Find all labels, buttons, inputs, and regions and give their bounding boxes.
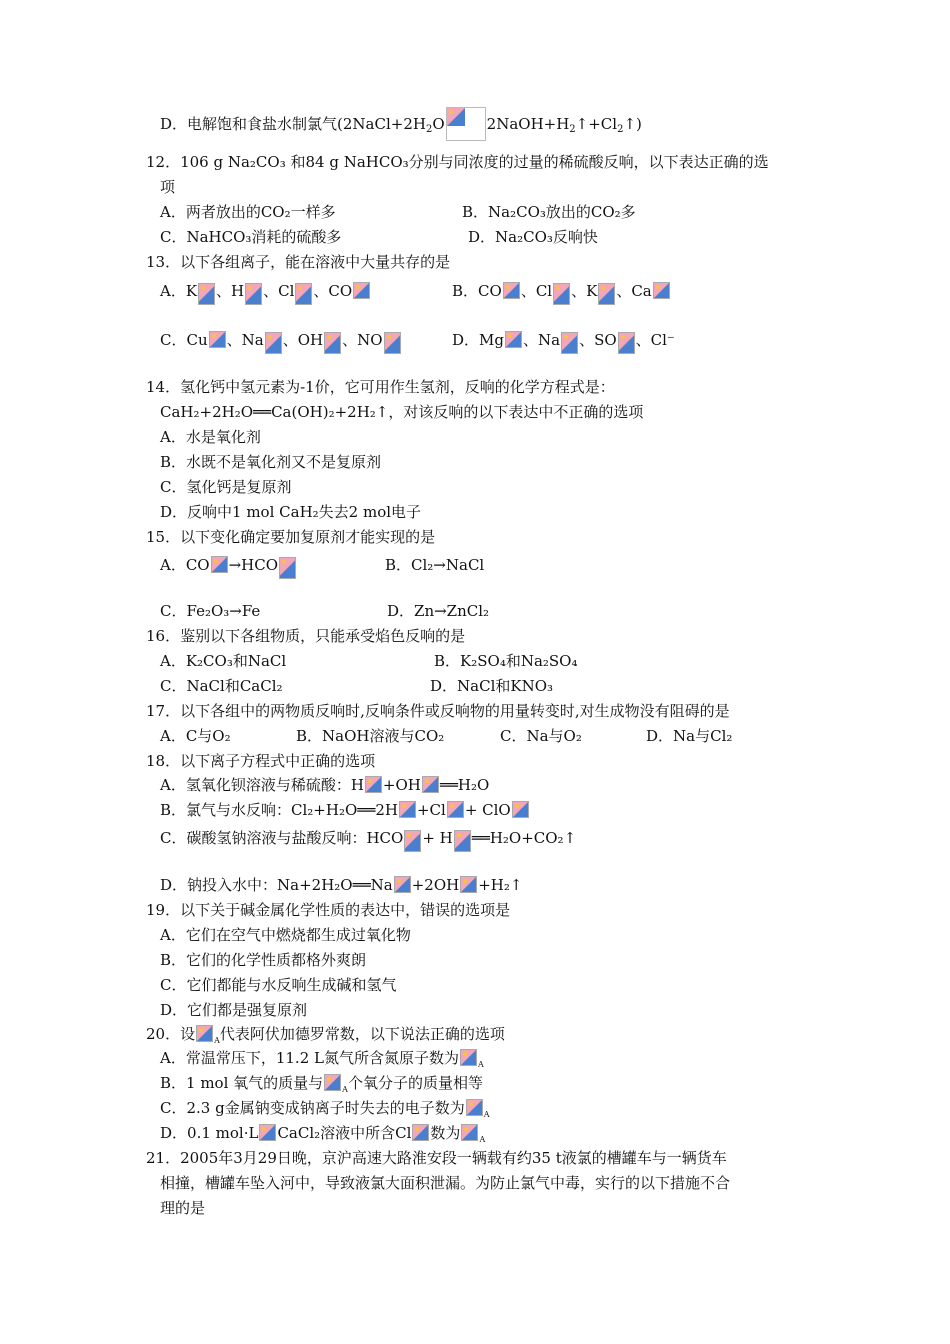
q18-option-c [160, 828, 576, 852]
avogadro-symbol-image-icon [466, 1099, 483, 1116]
avogadro-symbol-image-icon [460, 1049, 477, 1066]
q18a-text-2: +OH [382, 776, 421, 794]
q14-stem: 14．氢化钙中氢元素为-1价，它可用作生氢剂，反响的化学方程式是： [146, 378, 615, 396]
q13d-ion-4: 、Cl⁻ [635, 331, 675, 349]
q20b-sub: A [342, 1085, 348, 1094]
q21-stem: 21．2005年3月29日晚，京沪高速大路淮安段一辆载有约35 t液氯的槽罐车与一辆货车 [146, 1149, 727, 1167]
ion-charge-image-icon [618, 332, 635, 354]
ion-charge-image-icon [598, 283, 615, 305]
ion-charge-image-icon [460, 876, 477, 893]
q15-option-a [160, 555, 297, 579]
q20d-sub: A [479, 1135, 486, 1144]
avogadro-symbol-image-icon [196, 1025, 213, 1042]
q14-option-d: D．反响中1 mol CaH₂失去2 mol电子 [160, 503, 422, 521]
ion-charge-image-icon [384, 332, 401, 354]
q14-equation: CaH₂+2H₂O══Ca(OH)₂+2H₂↑，对该反响的以下表达中不正确的选项 [160, 403, 644, 421]
q15a-text-1: A．CO [160, 556, 210, 574]
q16-option-b: B．K₂SO₄和Na₂SO₄ [434, 652, 578, 670]
q13d-ion-1: D．Mg [452, 331, 504, 349]
ion-charge-image-icon [512, 801, 529, 818]
q19-option-c: C．它们都能与水反响生成碱和氢气 [160, 976, 397, 994]
q20-stem-text-1: 20．设 [146, 1025, 196, 1043]
q12-option-a: A．两者放出的CO₂一样多 [160, 203, 336, 221]
q11d-text-mid: O [432, 115, 445, 133]
q11-option-d [160, 107, 642, 141]
q18a-text-1: A．氢氧化钡溶液与稀硫酸：H [160, 776, 364, 794]
q13c-ion-4: 、NO [342, 331, 383, 349]
ion-charge-image-icon [561, 332, 578, 354]
q16-option-d: D．NaCl和KNO₃ [430, 677, 554, 695]
avogadro-symbol-image-icon [324, 1074, 341, 1091]
q13c-ion-2: 、Na [226, 331, 264, 349]
q13-option-d [452, 330, 675, 354]
q13a-ion-1: A．K [160, 282, 198, 300]
ion-charge-image-icon [394, 876, 411, 893]
q20b-text-2: 个氧分子的质量相等 [347, 1074, 483, 1092]
ion-charge-image-icon [245, 283, 262, 305]
q13-option-b [452, 281, 671, 305]
ion-charge-image-icon [209, 331, 226, 348]
q20d-text-3: 数为 [430, 1124, 461, 1142]
q18d-text-3: +H₂↑ [478, 876, 523, 894]
q14-option-b: B．水既不是氧化剂又不是复原剂 [160, 453, 382, 471]
q13a-ion-3: 、Cl [263, 282, 295, 300]
ion-charge-image-icon [198, 283, 215, 305]
q13-option-a [160, 281, 371, 305]
q18b-text-2: +Cl [416, 801, 446, 819]
q13-stem: 13．以下各组离子，能在溶液中大量共存的是 [146, 253, 451, 271]
q14-option-a: A．水是氧化剂 [160, 428, 261, 446]
q13-option-c [160, 330, 402, 354]
q20c-text: C．2.3 g金属钠变成钠离子时失去的电子数为 [160, 1099, 465, 1117]
q12-option-c: C．NaHCO₃消耗的硫酸多 [160, 228, 342, 246]
q15-option-c: C．Fe₂O₃→Fe [160, 602, 261, 620]
q20c-sub: A [483, 1110, 490, 1119]
q12-option-b: B．Na₂CO₃放出的CO₂多 [462, 203, 636, 221]
q18c-text-1: C．碳酸氢钠溶液与盐酸反响：HCO [160, 829, 404, 847]
q16-stem: 16．鉴别以下各组物质，只能承受焰色反响的是 [146, 627, 466, 645]
ion-charge-image-icon [324, 332, 341, 354]
q11d-text-tail: ↑+Cl [575, 115, 618, 133]
q17-option-b: B．NaOH溶液与CO₂ [296, 727, 445, 745]
ion-charge-image-icon [404, 830, 421, 852]
q18-option-a [160, 775, 489, 795]
q20d-text-1: D．0.1 mol·L [160, 1124, 259, 1142]
q12-stem: 12．106 g Na₂CO₃ 和84 g NaHCO₃分别与同浓度的过量的稀硫酸反响，以下表达正确的选 [146, 153, 769, 171]
ion-charge-image-icon [553, 283, 570, 305]
q20-option-c [160, 1098, 490, 1118]
q13c-ion-3: 、OH [282, 331, 324, 349]
avogadro-symbol-image-icon [461, 1124, 478, 1141]
ion-charge-image-icon [399, 801, 416, 818]
q18c-text-3: ══H₂O+CO₂↑ [471, 829, 577, 847]
q18b-text-1: B．氯气与水反响：Cl₂+H₂O══2H [160, 801, 398, 819]
q20-option-b [160, 1073, 483, 1093]
q20-option-d [160, 1123, 485, 1143]
q18-option-d [160, 875, 522, 895]
ion-charge-image-icon [211, 556, 228, 573]
q15-option-d: D．Zn→ZnCl₂ [387, 602, 490, 620]
q18-stem: 18．以下离子方程式中正确的选项 [146, 752, 376, 770]
q19-stem: 19．以下关于碱金属化学性质的表达中，错误的选项是 [146, 901, 511, 919]
unit-exponent-image-icon [259, 1124, 276, 1141]
q16-option-a: A．K₂CO₃和NaCl [160, 652, 287, 670]
q18a-text-3: ══H₂O [439, 776, 490, 794]
q17-stem: 17．以下各组中的两物质反响时,反响条件或反响物的用量转变时,对生成物没有阻碍的是 [146, 702, 730, 720]
q15-option-b: B．Cl₂→NaCl [385, 556, 485, 574]
q20-stem-sub: A [214, 1036, 220, 1045]
q20-stem-text-2: 代表阿伏加德罗常数，以下说法正确的选项 [219, 1025, 505, 1043]
q20a-sub: A [477, 1060, 484, 1069]
q17-option-c: C．Na与O₂ [500, 727, 582, 745]
ion-charge-image-icon [505, 331, 522, 348]
q11d-sub2: 2 [569, 124, 576, 135]
q15-stem: 15．以下变化确定要加复原剂才能实现的是 [146, 528, 436, 546]
q21-stem-cont-2: 理的是 [160, 1199, 206, 1217]
q20-stem [146, 1024, 505, 1044]
q20d-text-2: CaCl₂溶液中所含Cl [277, 1124, 412, 1142]
q19-option-d: D．它们都是强复原剂 [160, 1001, 308, 1019]
q19-option-b: B．它们的化学性质都格外爽朗 [160, 951, 367, 969]
q18b-text-3: + ClO [464, 801, 511, 819]
q20b-text-1: B．1 mol 氧气的质量与 [160, 1074, 324, 1092]
q19-option-a: A．它们在空气中燃烧都生成过氧化物 [160, 926, 411, 944]
q18c-text-2: + H [422, 829, 453, 847]
ion-charge-image-icon [279, 557, 296, 579]
q18d-text-2: +2OH [411, 876, 460, 894]
q21-stem-cont-1: 相撞，槽罐车坠入河中，导致液氯大面积泄漏。为防止氯气中毒，实行的以下措施不合 [160, 1174, 731, 1192]
q12-stem-cont: 项 [160, 178, 176, 196]
q13a-ion-2: 、H [216, 282, 245, 300]
q12-option-d: D．Na₂CO₃反响快 [468, 228, 598, 246]
q11d-text-pre: D．电解饱和食盐水制氯气(2NaCl+2H [160, 115, 426, 133]
q11d-text-end: ↑) [623, 115, 642, 133]
q13b-ion-4: 、Ca [616, 282, 652, 300]
q13d-ion-2: 、Na [523, 331, 561, 349]
q18d-text-1: D．钠投入水中：Na+2H₂O══Na [160, 876, 393, 894]
ion-charge-image-icon [365, 776, 382, 793]
ion-charge-image-icon [447, 801, 464, 818]
ion-charge-image-icon [412, 1124, 429, 1141]
q17-option-d: D．Na与Cl₂ [646, 727, 733, 745]
q15a-text-2: →HCO [228, 556, 279, 574]
q11d-sub3: 2 [617, 124, 624, 135]
q11d-sub1: 2 [425, 124, 433, 135]
reaction-condition-image-icon [446, 107, 486, 141]
q20-option-a [160, 1048, 484, 1068]
q17-option-a: A．C与O₂ [160, 727, 231, 745]
q13d-ion-3: 、SO [579, 331, 617, 349]
q13c-ion-1: C．Cu [160, 331, 208, 349]
q14-option-c: C．氢化钙是复原剂 [160, 478, 292, 496]
ion-charge-image-icon [454, 830, 471, 852]
q13b-ion-1: B．CO [452, 282, 502, 300]
q18-option-b [160, 800, 530, 820]
q13b-ion-3: 、K [571, 282, 598, 300]
ion-charge-image-icon [295, 283, 312, 305]
q20a-text: A．常温常压下，11.2 L氮气所含氮原子数为 [160, 1049, 459, 1067]
q11d-text-post: 2NaOH+H [486, 115, 570, 133]
q13b-ion-2: 、Cl [520, 282, 553, 300]
ion-charge-image-icon [503, 282, 520, 299]
ion-charge-image-icon [653, 282, 670, 299]
q13a-ion-4: 、CO [313, 282, 353, 300]
ion-charge-image-icon [353, 282, 370, 299]
ion-charge-image-icon [265, 332, 282, 354]
q16-option-c: C．NaCl和CaCl₂ [160, 677, 283, 695]
ion-charge-image-icon [422, 776, 439, 793]
